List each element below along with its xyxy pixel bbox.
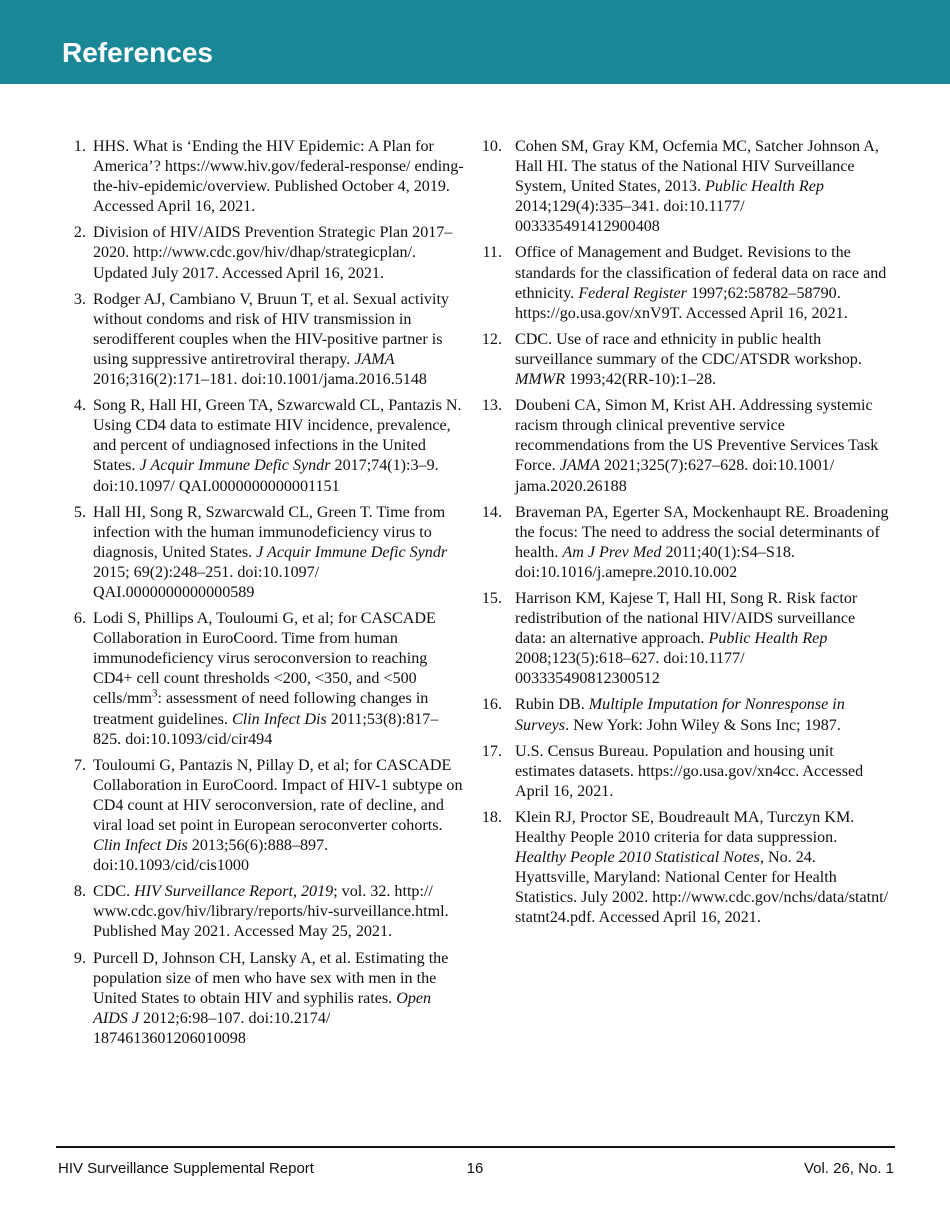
reference-item — [481, 742, 890, 802]
reference-text — [515, 742, 890, 802]
reference-number: 7. — [73, 756, 86, 774]
footer-volume: Vol. 26, No. 1 — [803, 1160, 894, 1177]
reference-item — [62, 949, 464, 1049]
reference-item — [481, 330, 890, 390]
reference-number: 18. — [481, 808, 502, 826]
reference-number: 14. — [481, 503, 502, 521]
reference-item — [481, 808, 890, 929]
reference-item — [481, 589, 890, 689]
reference-segment: 2017;74(1):3–9. doi:10.1097/ QAI.0000000000001151 — [93, 457, 439, 495]
journal-title: J Acquir Immune Defic Syndr — [256, 543, 448, 561]
reference-item — [481, 503, 890, 583]
reference-text — [93, 882, 464, 942]
journal-title: HIV Surveillance Report, 2019 — [134, 883, 334, 901]
reference-segment: 2011;40(1):S4–S18. doi:10.1016/j.amepre.2010.10.002 — [515, 543, 795, 581]
reference-number: 3. — [73, 290, 86, 308]
reference-item — [62, 503, 464, 603]
superscript: 3 — [152, 688, 158, 701]
reference-number: 16. — [481, 696, 502, 714]
reference-segment: CDC. — [93, 883, 135, 901]
reference-segment: . New York: John Wiley & Sons Inc; 1987. — [565, 716, 841, 734]
reference-segment: Braveman PA, Egerter SA, Mockenhaupt RE. Broadening the focus: The need to address the social determinants of health. — [515, 503, 889, 561]
reference-text — [515, 695, 890, 735]
footer-divider — [56, 1146, 895, 1148]
reference-segment: Division of HIV/AIDS Prevention Strategic Plan 2017–2020. http://www.cdc.gov/hiv/dhap/strategicplan/. Updated July 2017. Accessed April 16, 2021. — [93, 224, 453, 282]
reference-number: 9. — [73, 949, 86, 967]
reference-segment: ; vol. 32. http:// www.cdc.gov/hiv/library/reports/hiv-surveillance.html. Published May 2021. Accessed May 25, 2021. — [93, 883, 449, 941]
reference-segment: 2021;325(7):627–628. doi:10.1001/ jama.2020.26188 — [515, 457, 835, 495]
journal-title: JAMA — [354, 350, 395, 368]
reference-item — [481, 396, 890, 496]
reference-text — [93, 137, 464, 217]
reference-segment: Office of Management and Budget. Revisions to the standards for the classification of federal data on race and ethnicity. — [515, 244, 887, 302]
reference-number: 1. — [73, 138, 86, 155]
reference-segment: , No. 24. Hyattsville, Maryland: National Center for Health Statistics. July 2002. http://www.cdc.gov/nchs/data/statnt/ statnt24.pdf. Accessed April 16, 2021. — [515, 849, 889, 927]
reference-item — [481, 695, 890, 735]
reference-text — [93, 949, 464, 1049]
reference-segment: 1997;62:58782–58790. https://go.usa.gov/xnV9T. Accessed April 16, 2021. — [515, 284, 848, 322]
reference-item — [62, 290, 464, 390]
reference-segment: 2013;56(6):888–897. doi:10.1093/cid/cis1000 — [93, 837, 329, 875]
reference-text — [93, 223, 464, 283]
reference-number: 13. — [481, 397, 502, 415]
journal-title: Clin Infect Dis — [93, 837, 188, 855]
journal-title: Public Health Rep — [705, 178, 824, 196]
reference-segment: 2008;123(5):618–627. doi:10.1177/ 003335490812300512 — [515, 650, 745, 688]
reference-segment: 1993;42(RR-10):1–28. — [565, 371, 717, 389]
journal-title: MMWR — [515, 371, 566, 389]
reference-text — [93, 503, 464, 603]
footer-page-number: 16 — [466, 1160, 484, 1177]
reference-segment: Rodger AJ, Cambiano V, Bruun T, et al. Sexual activity without condoms and risk of HIV transmission in serodifferent couples when the HIV-positive partner is using suppressive antiretroviral therapy. — [93, 290, 449, 368]
reference-number: 12. — [481, 330, 502, 348]
reference-segment: 2011;53(8):817–825. doi:10.1093/cid/cir494 — [93, 710, 439, 748]
reference-item — [62, 396, 464, 496]
reference-segment: Lodi S, Phillips A, Touloumi G, et al; for CASCADE Collaboration in EuroCoord. Time from human immunodeficiency virus seroconversion to reaching CD4+ cell count thresholds <200, <350, and <500 cells/mm — [93, 610, 436, 708]
reference-number: 4. — [73, 397, 86, 415]
reference-number: 8. — [73, 883, 86, 901]
reference-segment: Song R, Hall HI, Green TA, Szwarcwald CL, Pantazis N. Using CD4 data to estimate HIV incidence, prevalence, and percent of undiagnosed infections in the United States. — [93, 397, 462, 475]
reference-item — [62, 609, 464, 750]
journal-title: Multiple Imputation for Nonresponse in Surveys — [515, 696, 845, 734]
reference-item — [62, 137, 464, 217]
reference-segment: 2012;6:98–107. doi:10.2174/ 1874613601206010098 — [93, 1009, 331, 1047]
reference-text — [515, 396, 890, 496]
reference-item — [62, 882, 464, 942]
reference-text — [515, 243, 890, 323]
reference-number: 15. — [481, 589, 502, 607]
reference-segment: Hall HI, Song R, Szwarcwald CL, Green T. Time from infection with the human immunodeficiency virus to diagnosis, United States. — [93, 503, 446, 561]
reference-number: 6. — [73, 610, 86, 628]
reference-segment: Touloumi G, Pantazis N, Pillay D, et al; for CASCADE Collaboration in EuroCoord. Impact of HIV-1 subtype on CD4 count at HIV seroconversion, rate of decline, and viral load set point in European seroconverter cohorts. — [93, 756, 463, 834]
references-column-left — [62, 137, 464, 1055]
reference-text — [515, 503, 890, 583]
reference-item — [484, 243, 890, 323]
reference-text — [515, 330, 890, 390]
reference-segment: HHS. What is ‘Ending the HIV Epidemic: A Plan for America’? https://www.hiv.gov/federal-response/ ending-the-hiv-epidemic/overview. Published October 4, 2019. Accessed April 16, 2021. — [93, 138, 464, 216]
reference-text — [93, 396, 464, 496]
journal-title: Federal Register — [578, 284, 687, 302]
reference-item — [62, 223, 464, 283]
journal-title: Am J Prev Med — [562, 543, 662, 561]
journal-title: J Acquir Immune Defic Syndr — [139, 457, 331, 475]
reference-segment: Doubeni CA, Simon M, Krist AH. Addressing systemic racism through clinical preventive service recommendations from the US Preventive Services Task Force. — [515, 397, 879, 475]
journal-title: Public Health Rep — [708, 630, 828, 648]
journal-title: JAMA — [559, 457, 600, 475]
header-banner — [0, 0, 950, 84]
footer-report-title: HIV Surveillance Supplemental Report — [58, 1160, 314, 1177]
reference-segment: 2016;316(2):171–181. doi:10.1001/jama.2016.5148 — [93, 371, 427, 389]
reference-segment: Rubin DB. — [515, 696, 589, 714]
page-title: References — [62, 37, 213, 68]
reference-number: 11. — [482, 244, 502, 262]
journal-title: Healthy People 2010 Statistical Notes — [515, 849, 760, 867]
reference-text — [515, 808, 890, 929]
reference-text — [93, 290, 464, 390]
reference-number: 10. — [481, 138, 502, 155]
reference-number: 17. — [481, 742, 502, 760]
journal-title: Clin Infect Dis — [232, 710, 327, 728]
references-column-right — [481, 137, 890, 934]
reference-text — [515, 137, 890, 237]
journal-title: Open AIDS J — [93, 989, 432, 1027]
reference-item — [62, 756, 464, 877]
reference-segment: Purcell D, Johnson CH, Lansky A, et al. Estimating the population size of men who have sex with men in the United States to obtain HIV and syphilis rates. — [93, 949, 449, 1007]
reference-segment: Cohen SM, Gray KM, Ocfemia MC, Satcher Johnson A, Hall HI. The status of the National HIV Surveillance System, United States, 2013. — [515, 138, 879, 196]
reference-segment: U.S. Census Bureau. Population and housing unit estimates datasets. https://go.usa.gov/xn4cc. Accessed April 16, 2021. — [515, 742, 864, 800]
reference-text — [93, 756, 464, 877]
reference-text — [93, 609, 464, 750]
reference-segment: 2014;129(4):335–341. doi:10.1177/ 003335491412900408 — [515, 198, 745, 236]
reference-segment: Klein RJ, Proctor SE, Boudreault MA, Turczyn KM. Healthy People 2010 criteria for data suppression. — [515, 808, 855, 846]
reference-item — [481, 137, 890, 237]
reference-segment: : assessment of need following changes in treatment guidelines. — [93, 690, 429, 728]
reference-segment: 2015; 69(2):248–251. doi:10.1097/ QAI.0000000000000589 — [93, 563, 320, 601]
reference-segment: Harrison KM, Kajese T, Hall HI, Song R. Risk factor redistribution of the national HIV/AIDS surveillance data: an alternative approach. — [515, 589, 858, 648]
reference-segment: CDC. Use of race and ethnicity in public health surveillance summary of the CDC/ATSDR workshop. — [515, 330, 862, 368]
reference-number: 5. — [73, 503, 86, 521]
reference-text — [515, 589, 890, 689]
reference-number: 2. — [73, 224, 86, 242]
